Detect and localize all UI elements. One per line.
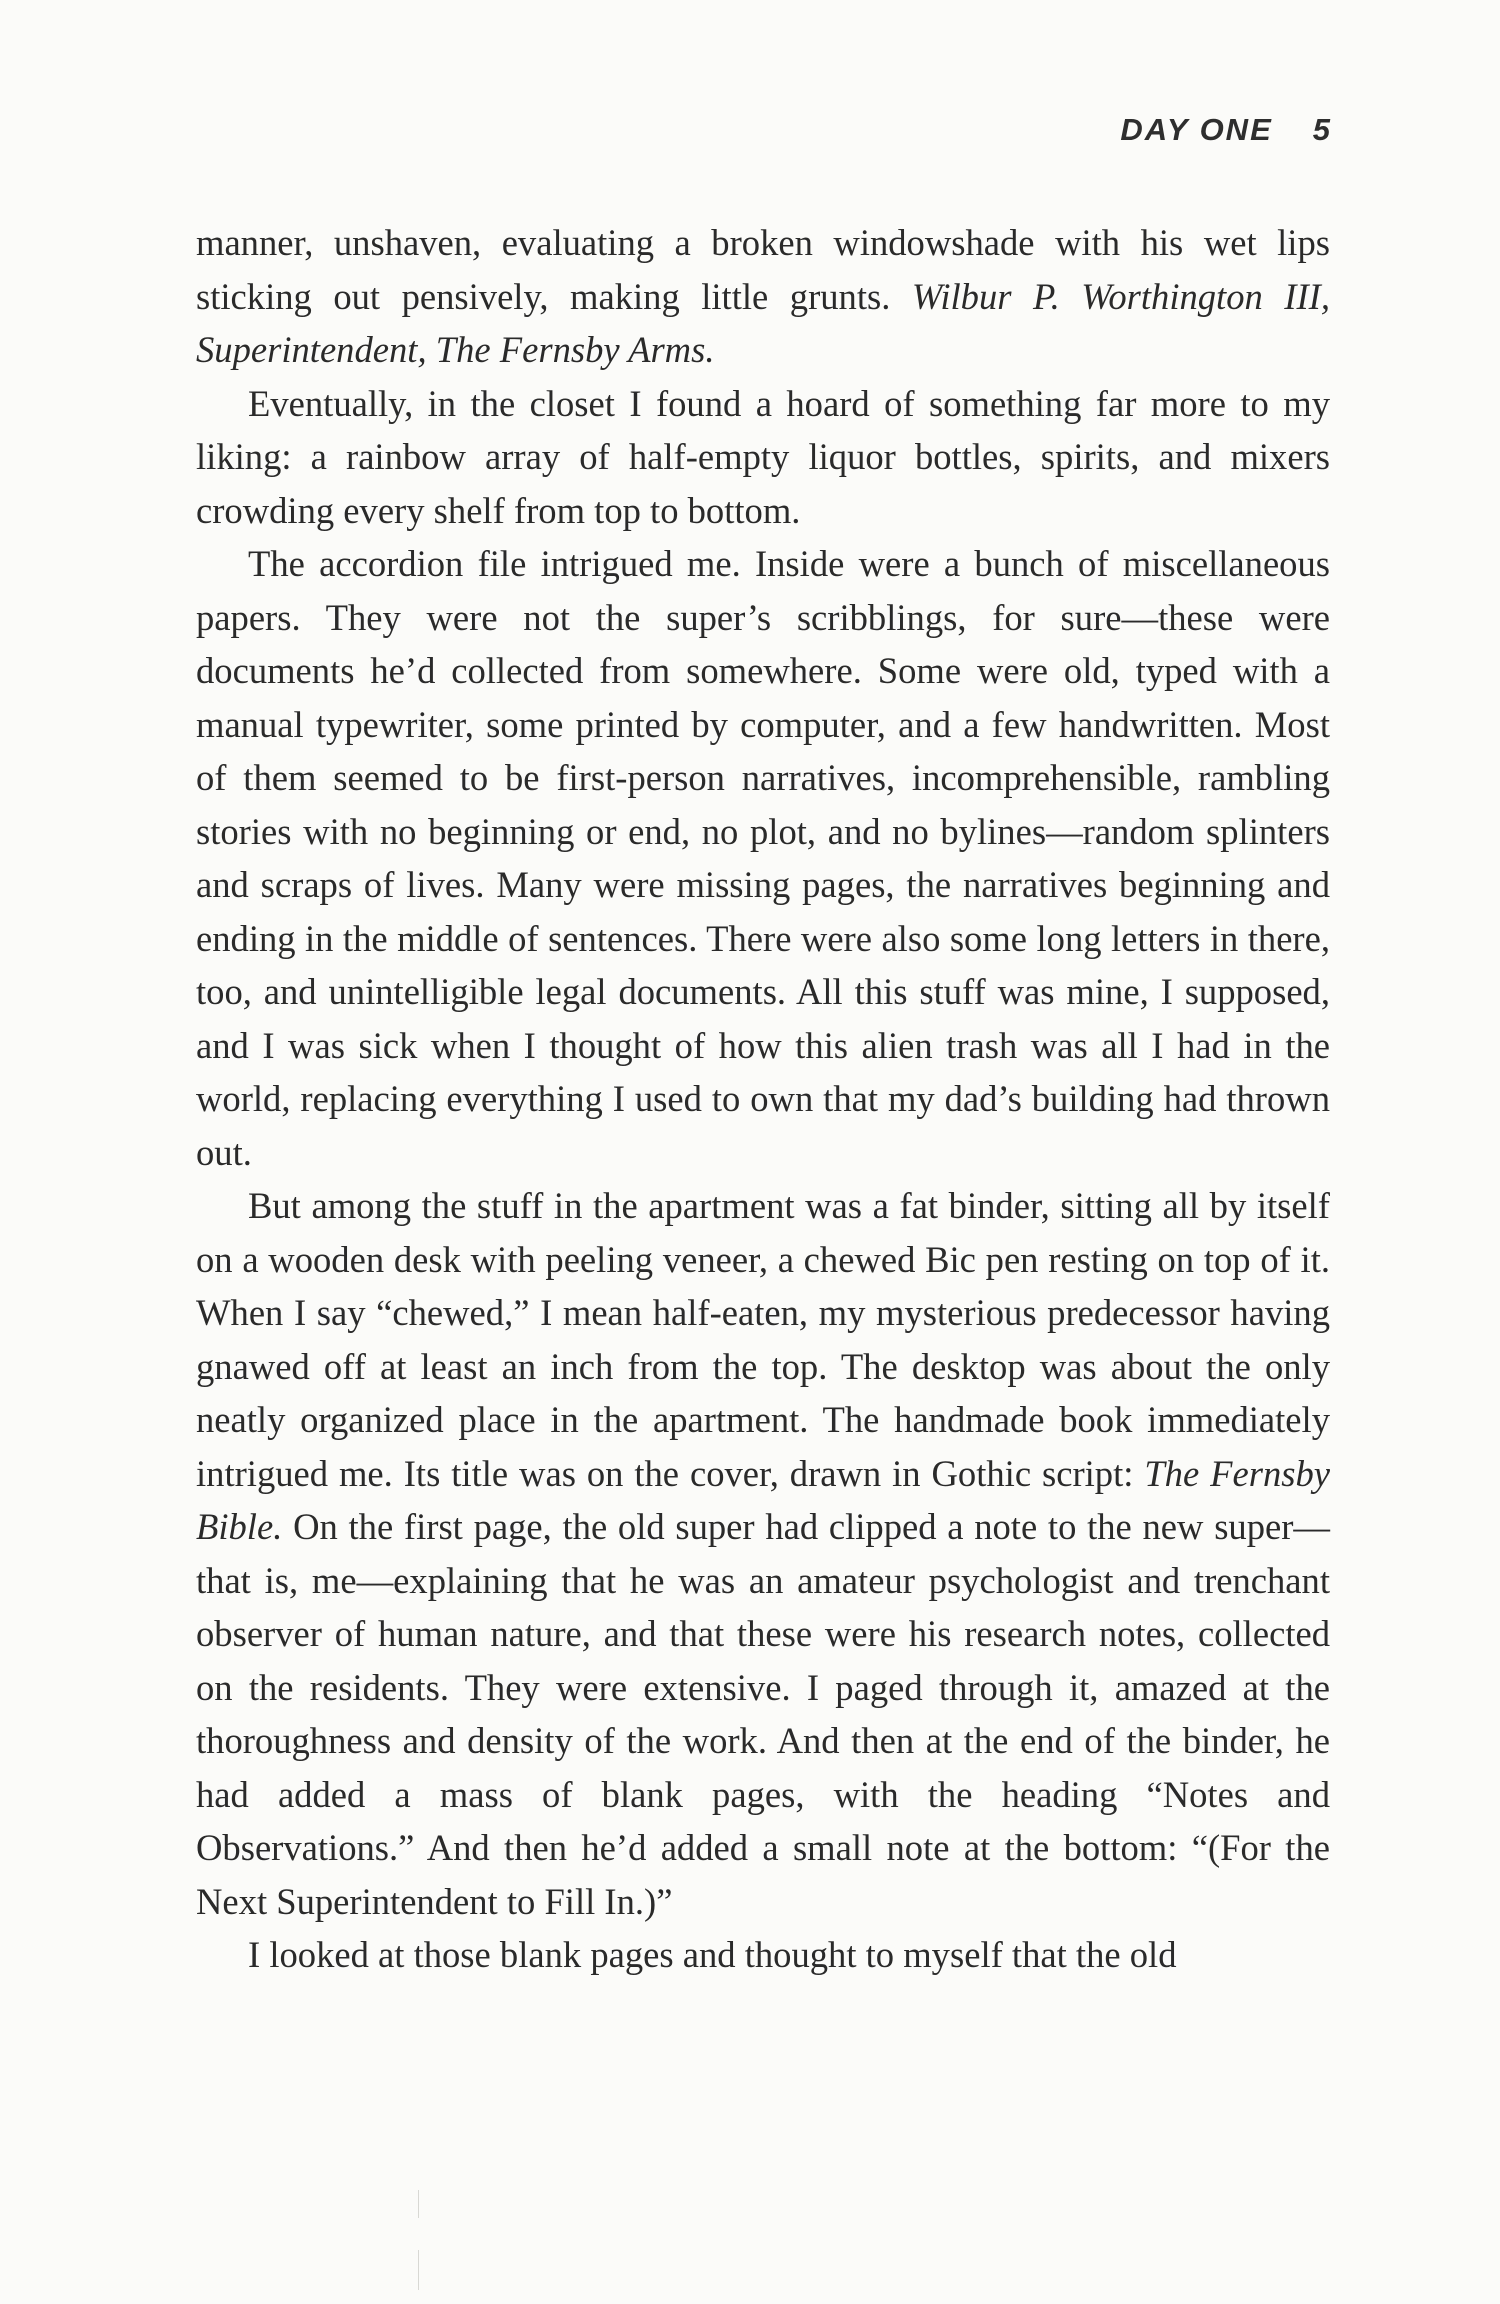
paragraph-1-text: manner, unshaven, evaluating a broken windowshade with his wet lips sticking out pensively, making little grunts. (196, 222, 1330, 317)
paragraph-1-italic-credit: Wilbur P. Worthington III, Superintendent, The Fernsby Arms. (196, 275, 1330, 370)
scan-mark (418, 2190, 419, 2218)
paragraph-4-text-b: On the first page, the old super had clipped a note to the new super—that is, me—explaining that he was an amateur psychologist and trenchant observer of human nature, and that these were his research notes, collected on the residents. They were extensive. I paged through it, amazed at the thoroughness and density of the work. And then at the end of the binder, he had added a mass of blank pages, with the heading “Notes and Observations.” And then he’d added a small note at the bottom: “(For the Next Superintendent to Fill In.)” (196, 1506, 1330, 1922)
paragraph-2-text: Eventually, in the closet I found a hoard of something far more to my liking: a rainbow array of half-empty liquor bottles, spirits, and mixers crowding every shelf from top to bottom. (196, 382, 1330, 531)
page-number: 5 (1312, 112, 1332, 147)
paragraph-5-text: I looked at those blank pages and thought to myself that the old (248, 1934, 1177, 1975)
paragraph-3-text: The accordion file intrigued me. Inside were a bunch of miscellaneous papers. They were not the super’s scribblings, for sure—these were documents he’d collected from somewhere. Some were old, typed with a manual typewriter, some printed by computer, and a few handwritten. Most of them seemed to be first-person narratives, incomprehensible, rambling stories with no beginning or end, no plot, and no bylines—random splinters and scraps of lives. Many were missing pages, the narratives beginning and ending in the middle of sentences. There were also some long letters in there, too, and unintelligible legal documents. All this stuff was mine, I supposed, and I was sick when I thought of how this alien trash was all I had in the world, replacing everything I used to own that my dad’s building had thrown out. (196, 543, 1330, 1173)
body-text (196, 216, 1330, 1982)
paragraph-4 (196, 1179, 1330, 1928)
paragraph-3 (196, 537, 1330, 1179)
paragraph-1 (196, 216, 1330, 377)
running-header (1120, 112, 1332, 148)
section-title: DAY ONE (1120, 112, 1273, 147)
paragraph-4-text-a: But among the stuff in the apartment was a fat binder, sitting all by itself on a wooden desk with peeling veneer, a chewed Bic pen resting on top of it. When I say “chewed,” I mean half-eaten, my mysterious predecessor having gnawed off at least an inch from the top. The desktop was about the only neatly organized place in the apartment. The handmade book immediately intrigued me. Its title was on the cover, drawn in Gothic script: (196, 1185, 1330, 1494)
paragraph-5 (196, 1928, 1330, 1982)
paragraph-4-italic-title: The Fernsby Bible. (196, 1452, 1330, 1547)
scan-mark (418, 2250, 419, 2290)
paragraph-2 (196, 377, 1330, 538)
